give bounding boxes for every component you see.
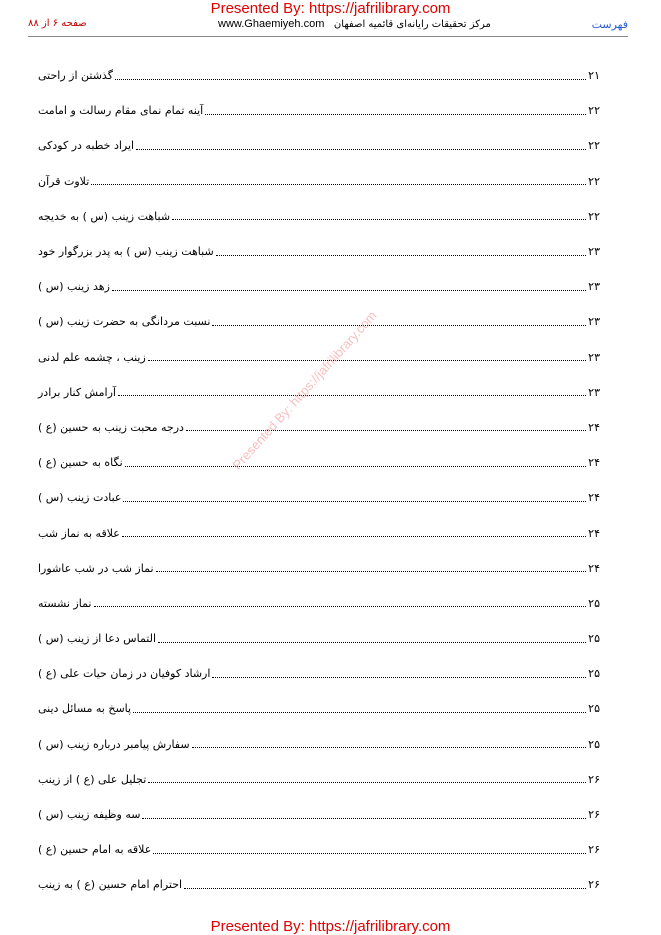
- toc-entry[interactable]: [38, 727, 600, 762]
- dot-leader: [142, 817, 586, 819]
- toc-entry-title[interactable]: زهد زینب (س ): [38, 280, 110, 294]
- toc-entry-page: ۲۵: [588, 737, 600, 751]
- toc-entry[interactable]: [38, 93, 600, 128]
- toc-entry-page: ۲۵: [588, 596, 600, 610]
- toc-entry-title[interactable]: تلاوت قرآن: [38, 174, 90, 188]
- toc-entry-title[interactable]: پاسخ به مسائل دینی: [38, 702, 132, 716]
- toc-entry-page: ۲۱: [588, 69, 600, 83]
- toc-entry[interactable]: [38, 586, 600, 621]
- toc-entry-title[interactable]: ایراد خطبه در کودکی: [38, 139, 135, 153]
- toc-entry-page: ۲۶: [588, 808, 600, 822]
- dot-leader: [122, 535, 586, 537]
- dot-leader: [216, 254, 586, 256]
- dot-leader: [112, 289, 586, 291]
- toc-entry[interactable]: [38, 304, 600, 339]
- toc-entry-page: ۲۵: [588, 702, 600, 716]
- dot-leader: [136, 148, 586, 150]
- toc-entry[interactable]: [38, 234, 600, 269]
- toc-entry[interactable]: [38, 164, 600, 199]
- toc-entry[interactable]: [38, 199, 600, 234]
- toc-entry-title[interactable]: شباهت زینب (س ) به پدر بزرگوار خود: [38, 245, 214, 259]
- toc-entry-page: ۲۶: [588, 772, 600, 786]
- dot-leader: [212, 324, 586, 326]
- toc-entry[interactable]: [38, 621, 600, 656]
- toc-entry-page: ۲۳: [588, 350, 600, 364]
- dot-leader: [94, 605, 587, 607]
- dot-leader: [158, 641, 586, 643]
- toc-entry-title[interactable]: آرامش کنار برادر: [38, 385, 116, 399]
- toc-entry-page: ۲۵: [588, 632, 600, 646]
- dot-leader: [148, 781, 586, 783]
- dot-leader: [148, 359, 586, 361]
- toc-entry-page: ۲۳: [588, 280, 600, 294]
- toc-entry-page: ۲۵: [588, 667, 600, 681]
- toc-entry-page: ۲۶: [588, 843, 600, 857]
- header-center: [218, 18, 491, 30]
- toc-entry-title[interactable]: التماس دعا از زینب (س ): [38, 632, 157, 646]
- toc-entry-title[interactable]: سه وظیفه زینب (س ): [38, 808, 141, 822]
- presented-by-banner-top[interactable]: Presented By: https://jafrilibrary.com: [210, 0, 451, 17]
- dot-leader: [153, 852, 586, 854]
- toc-entry-title[interactable]: علاقه به نماز شب: [38, 526, 120, 540]
- toc-entry[interactable]: [38, 762, 600, 797]
- dot-leader: [133, 711, 586, 713]
- toc-link[interactable]: فهرست: [591, 18, 628, 31]
- header-website[interactable]: www.Ghaemiyeh.com: [218, 18, 325, 30]
- dot-leader: [91, 183, 586, 185]
- toc-entry-title[interactable]: احترام امام حسین (ع ) به زینب: [38, 878, 183, 892]
- presented-by-banner-bottom[interactable]: Presented By: https://jafrilibrary.com: [210, 918, 451, 935]
- page-header: [28, 16, 628, 37]
- toc-entry[interactable]: [38, 656, 600, 691]
- toc-entry-title[interactable]: درجه محبت زینب به حسین (ع ): [38, 420, 184, 434]
- toc-entry-title[interactable]: آینه تمام نمای مقام رسالت و امامت: [38, 104, 204, 118]
- toc-entry-page: ۲۲: [588, 139, 600, 153]
- dot-leader: [184, 887, 586, 889]
- toc-entry-title[interactable]: گذشتن از راحتی: [38, 69, 113, 83]
- toc-entry-page: ۲۳: [588, 385, 600, 399]
- toc-entry-title[interactable]: نماز شب در شب عاشورا: [38, 561, 154, 575]
- toc-entry-page: ۲۲: [588, 209, 600, 223]
- page-indicator: صفحه ۶ از ۸۸: [28, 18, 87, 29]
- toc-entry-title[interactable]: ارشاد کوفیان در زمان حیات علی (ع ): [38, 667, 211, 681]
- toc-entry-page: ۲۶: [588, 878, 600, 892]
- toc-entry[interactable]: [38, 515, 600, 550]
- toc-entry-title[interactable]: زینب ، چشمه علم لدنی: [38, 350, 146, 364]
- toc-entry[interactable]: [38, 551, 600, 586]
- toc-entry-page: ۲۴: [588, 561, 600, 575]
- toc-entry[interactable]: [38, 269, 600, 304]
- toc-entry-page: ۲۳: [588, 245, 600, 259]
- toc-entry-page: ۲۴: [588, 420, 600, 434]
- toc-entry-page: ۲۲: [588, 104, 600, 118]
- toc-entry-title[interactable]: سفارش پیامبر درباره زینب (س ): [38, 737, 190, 751]
- toc-entry-page: ۲۴: [588, 526, 600, 540]
- dot-leader: [192, 746, 587, 748]
- header-center-text: مرکز تحقیقات رایانه‌ای قائمیه اصفهان: [333, 19, 491, 30]
- dot-leader: [156, 570, 587, 572]
- dot-leader: [172, 218, 586, 220]
- toc-entry-title[interactable]: نگاه به حسین (ع ): [38, 456, 123, 470]
- toc-entry[interactable]: [38, 58, 600, 93]
- toc-entry-title[interactable]: شباهت زینب (س ) به خدیجه: [38, 209, 171, 223]
- toc-entry-title[interactable]: علاقه به امام حسین (ع ): [38, 843, 152, 857]
- toc-entry-page: ۲۴: [588, 491, 600, 505]
- toc-entry-title[interactable]: عبادت زینب (س ): [38, 491, 122, 505]
- dot-leader: [205, 113, 586, 115]
- toc-entry[interactable]: [38, 867, 600, 902]
- dot-leader: [118, 394, 586, 396]
- toc-entry[interactable]: [38, 691, 600, 726]
- dot-leader: [125, 465, 587, 467]
- toc-entry[interactable]: [38, 128, 600, 163]
- toc-entry-page: ۲۲: [588, 174, 600, 188]
- toc-entry-title[interactable]: نسبت مردانگی به حضرت زینب (س ): [38, 315, 211, 329]
- toc-entry-title[interactable]: نماز نشسته: [38, 596, 92, 610]
- toc-entry[interactable]: [38, 797, 600, 832]
- toc-entry[interactable]: [38, 480, 600, 515]
- dot-leader: [212, 676, 586, 678]
- toc-entry-page: ۲۴: [588, 456, 600, 470]
- toc-entry[interactable]: [38, 832, 600, 867]
- watermark: Presented By: https://jafrilibrary.com: [229, 308, 380, 473]
- dot-leader: [186, 429, 586, 431]
- toc-entry-title[interactable]: تجلیل علی (ع ) از زینب: [38, 772, 147, 786]
- dot-leader: [115, 78, 586, 80]
- dot-leader: [123, 500, 586, 502]
- toc-entry[interactable]: [38, 445, 600, 480]
- toc-list: [38, 58, 600, 903]
- toc-entry[interactable]: [38, 410, 600, 445]
- toc-entry-page: ۲۳: [588, 315, 600, 329]
